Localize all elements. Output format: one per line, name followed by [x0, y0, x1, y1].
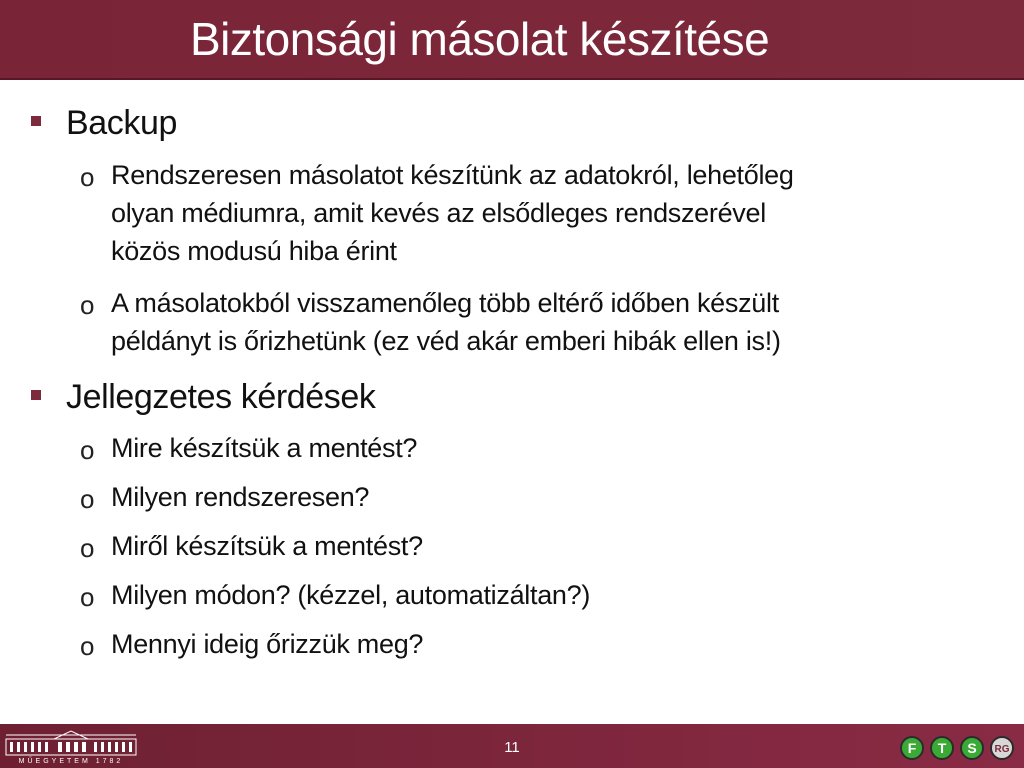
- bullet-backup: Backup: [66, 104, 178, 142]
- sub-bullet-line: olyan médiumra, amit kevés az elsődleges rendszerével: [111, 198, 766, 228]
- bullet-circle-icon: o: [80, 484, 95, 514]
- logo-letter-f: F: [907, 740, 917, 756]
- sub-bullet-line: Milyen módon? (kézzel, automatizáltan?): [111, 580, 591, 610]
- sub-bullet-line: közös modusú hiba érint: [111, 236, 397, 266]
- sub-bullet-line: Rendszeresen másolatot készítünk az adatokról, lehetőleg: [111, 160, 794, 190]
- bullet-square-icon: [31, 390, 41, 400]
- slide-title: Biztonsági másolat készítése: [190, 13, 770, 65]
- bullet-circle-icon: o: [80, 582, 95, 612]
- bullet-circle-icon: o: [80, 435, 95, 465]
- title-bar: [0, 0, 1024, 80]
- university-logo-text: MŰEGYETEM 1782: [18, 758, 124, 765]
- sub-bullet-line: Milyen rendszeresen?: [111, 482, 370, 512]
- bullet-circle-icon: o: [80, 533, 95, 563]
- logo-letter-rg: RG: [994, 744, 1010, 755]
- bullet-square-icon: [31, 116, 41, 126]
- bullet-circle-icon: o: [80, 290, 95, 320]
- bullet-circle-icon: o: [80, 631, 95, 661]
- logo-letter-s: S: [967, 740, 977, 756]
- ftsrg-logo: [898, 733, 1020, 763]
- sub-bullet-line: A másolatokból visszamenőleg több eltérő időben készült: [111, 288, 779, 318]
- sub-bullet-line: Mennyi ideig őrizzük meg?: [111, 629, 424, 659]
- sub-bullet-line: Miről készítsük a mentést?: [111, 531, 423, 561]
- logo-letter-t: T: [937, 740, 947, 756]
- bullet-circle-icon: o: [80, 162, 95, 192]
- page-number: 11: [504, 739, 520, 756]
- bullet-jellegzetes-kerdesek: Jellegzetes kérdések: [66, 378, 376, 416]
- university-building-logo: [2, 727, 140, 765]
- sub-bullet-line: Mire készítsük a mentést?: [111, 433, 418, 463]
- sub-bullet-line: példányt is őrizhetünk (ez véd akár emberi hibák ellen is!): [111, 326, 781, 356]
